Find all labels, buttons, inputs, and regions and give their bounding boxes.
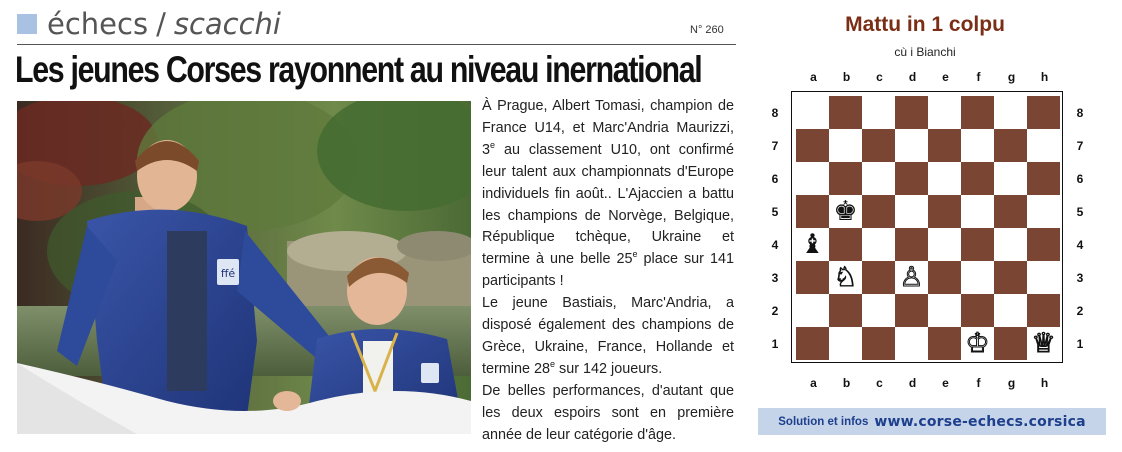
square-e6 [928, 162, 961, 195]
file-label-f-top: f [976, 70, 981, 84]
file-label-e-top: e [942, 70, 949, 84]
file-label-g-top: g [1007, 70, 1016, 84]
headline: Les jeunes Corses rayonnent au niveau inernational [15, 49, 702, 90]
rank-label-7-left: 7 [771, 138, 779, 153]
square-d3 [895, 261, 928, 294]
square-c1 [862, 327, 895, 360]
square-b8 [829, 96, 862, 129]
square-e4 [928, 228, 961, 261]
file-label-a-bottom: a [810, 376, 817, 390]
square-b7 [829, 129, 862, 162]
issue-number: N° 260 [690, 24, 724, 36]
article-body [482, 96, 734, 447]
rank-label-2-right: 2 [1076, 303, 1084, 318]
square-h6 [1027, 162, 1060, 195]
article-paragraph-2: Le jeune Bastiais, Marc'Andria, a disposé également des champions de Grèce, Ukraine, France, Hollande et termine 28e sur 142 joueurs. [482, 295, 734, 377]
file-label-g-bottom: g [1007, 376, 1016, 390]
square-d8 [895, 96, 928, 129]
file-label-h-bottom: h [1040, 376, 1049, 390]
square-c5 [862, 195, 895, 228]
article-photo [17, 101, 471, 434]
square-e7 [928, 129, 961, 162]
black-bishop-icon: ♝ [800, 229, 825, 260]
square-a5 [796, 195, 829, 228]
square-g2 [994, 294, 1027, 327]
square-c4 [862, 228, 895, 261]
square-a2 [796, 294, 829, 327]
white-pawn-icon: ♙ [899, 262, 924, 293]
square-a6 [796, 162, 829, 195]
rubric-corsican: scacchi [173, 7, 281, 41]
rubric-square-icon [17, 14, 37, 34]
square-g6 [994, 162, 1027, 195]
svg-text:ffé: ffé [220, 267, 236, 280]
rank-label-6-right: 6 [1076, 171, 1084, 186]
rank-label-5-right: 5 [1076, 204, 1084, 219]
section-rubric [17, 6, 281, 42]
square-b2 [829, 294, 862, 327]
square-b4 [829, 228, 862, 261]
square-e1 [928, 327, 961, 360]
square-f6 [961, 162, 994, 195]
square-d2 [895, 294, 928, 327]
square-b5 [829, 195, 862, 228]
rank-label-2-left: 2 [771, 303, 779, 318]
puzzle-title: Mattu in 1 colpu [845, 13, 1005, 36]
chessboard [791, 91, 1063, 363]
square-e2 [928, 294, 961, 327]
file-label-a-top: a [810, 70, 817, 84]
rank-label-3-left: 3 [771, 270, 779, 285]
rank-label-5-left: 5 [771, 204, 779, 219]
rank-label-1-left: 1 [771, 336, 779, 351]
square-f3 [961, 261, 994, 294]
square-f1 [961, 327, 994, 360]
rank-label-7-right: 7 [1076, 138, 1084, 153]
rubric-separator: / [156, 7, 166, 41]
square-a1 [796, 327, 829, 360]
square-a7 [796, 129, 829, 162]
square-h2 [1027, 294, 1060, 327]
square-g4 [994, 228, 1027, 261]
rank-label-3-right: 3 [1076, 270, 1084, 285]
square-e8 [928, 96, 961, 129]
square-g3 [994, 261, 1027, 294]
rank-label-4-right: 4 [1076, 237, 1084, 252]
square-c2 [862, 294, 895, 327]
square-d1 [895, 327, 928, 360]
white-knight-icon: ♘ [833, 262, 858, 293]
file-label-c-bottom: c [876, 376, 883, 390]
square-d4 [895, 228, 928, 261]
square-g8 [994, 96, 1027, 129]
black-king-icon: ♚ [833, 196, 858, 227]
white-queen-icon: ♕ [1031, 328, 1056, 359]
square-g5 [994, 195, 1027, 228]
square-c7 [862, 129, 895, 162]
square-a3 [796, 261, 829, 294]
square-c6 [862, 162, 895, 195]
photo-illustration [17, 101, 471, 434]
square-b1 [829, 327, 862, 360]
rank-label-1-right: 1 [1076, 336, 1084, 351]
square-b3 [829, 261, 862, 294]
square-f8 [961, 96, 994, 129]
rubric-french: échecs [47, 7, 149, 41]
square-d7 [895, 129, 928, 162]
square-e3 [928, 261, 961, 294]
square-f5 [961, 195, 994, 228]
square-h8 [1027, 96, 1060, 129]
square-c3 [862, 261, 895, 294]
solution-label: Solution et infos [778, 415, 869, 428]
puzzle-subtitle: cù i Bianchi [894, 45, 956, 59]
square-h3 [1027, 261, 1060, 294]
file-label-d-bottom: d [908, 376, 917, 390]
square-d5 [895, 195, 928, 228]
square-c8 [862, 96, 895, 129]
rank-label-8-left: 8 [771, 105, 779, 120]
chessboard-grid [796, 96, 1058, 360]
file-label-e-bottom: e [942, 376, 949, 390]
file-label-d-top: d [908, 70, 917, 84]
rank-label-8-right: 8 [1076, 105, 1084, 120]
square-d6 [895, 162, 928, 195]
square-a8 [796, 96, 829, 129]
solution-link[interactable]: www.corse-echecs.corsica [874, 413, 1086, 430]
square-h4 [1027, 228, 1060, 261]
rank-label-6-left: 6 [771, 171, 779, 186]
file-label-b-bottom: b [842, 376, 851, 390]
square-g7 [994, 129, 1027, 162]
file-label-f-bottom: f [976, 376, 981, 390]
square-f7 [961, 129, 994, 162]
rubric-divider [17, 44, 736, 45]
article-paragraph-1: À Prague, Albert Tomasi, champion de France U14, et Marc'Andria Maurizzi, 3e au classement U10, ont confirmé leur talent aux championnats d'Europe individuels fin août.. L'Ajaccien a battu les champions de Norvège, Belgique, République tchèque, Ukraine et termine à une belle 25e place sur 141 participants ! [482, 98, 735, 290]
file-label-h-top: h [1040, 70, 1049, 84]
rank-label-4-left: 4 [771, 237, 779, 252]
file-label-b-top: b [842, 70, 851, 84]
article-paragraph-3: De belles performances, d'autant que les deux espoirs sont en première année de leur catégorie d'âge. [482, 382, 734, 443]
square-a4 [796, 228, 829, 261]
square-h7 [1027, 129, 1060, 162]
square-g1 [994, 327, 1027, 360]
square-e5 [928, 195, 961, 228]
square-h1 [1027, 327, 1060, 360]
square-h5 [1027, 195, 1060, 228]
file-label-c-top: c [876, 70, 883, 84]
solution-banner [758, 408, 1106, 435]
square-b6 [829, 162, 862, 195]
square-f4 [961, 228, 994, 261]
white-king-icon: ♔ [965, 328, 990, 359]
square-f2 [961, 294, 994, 327]
